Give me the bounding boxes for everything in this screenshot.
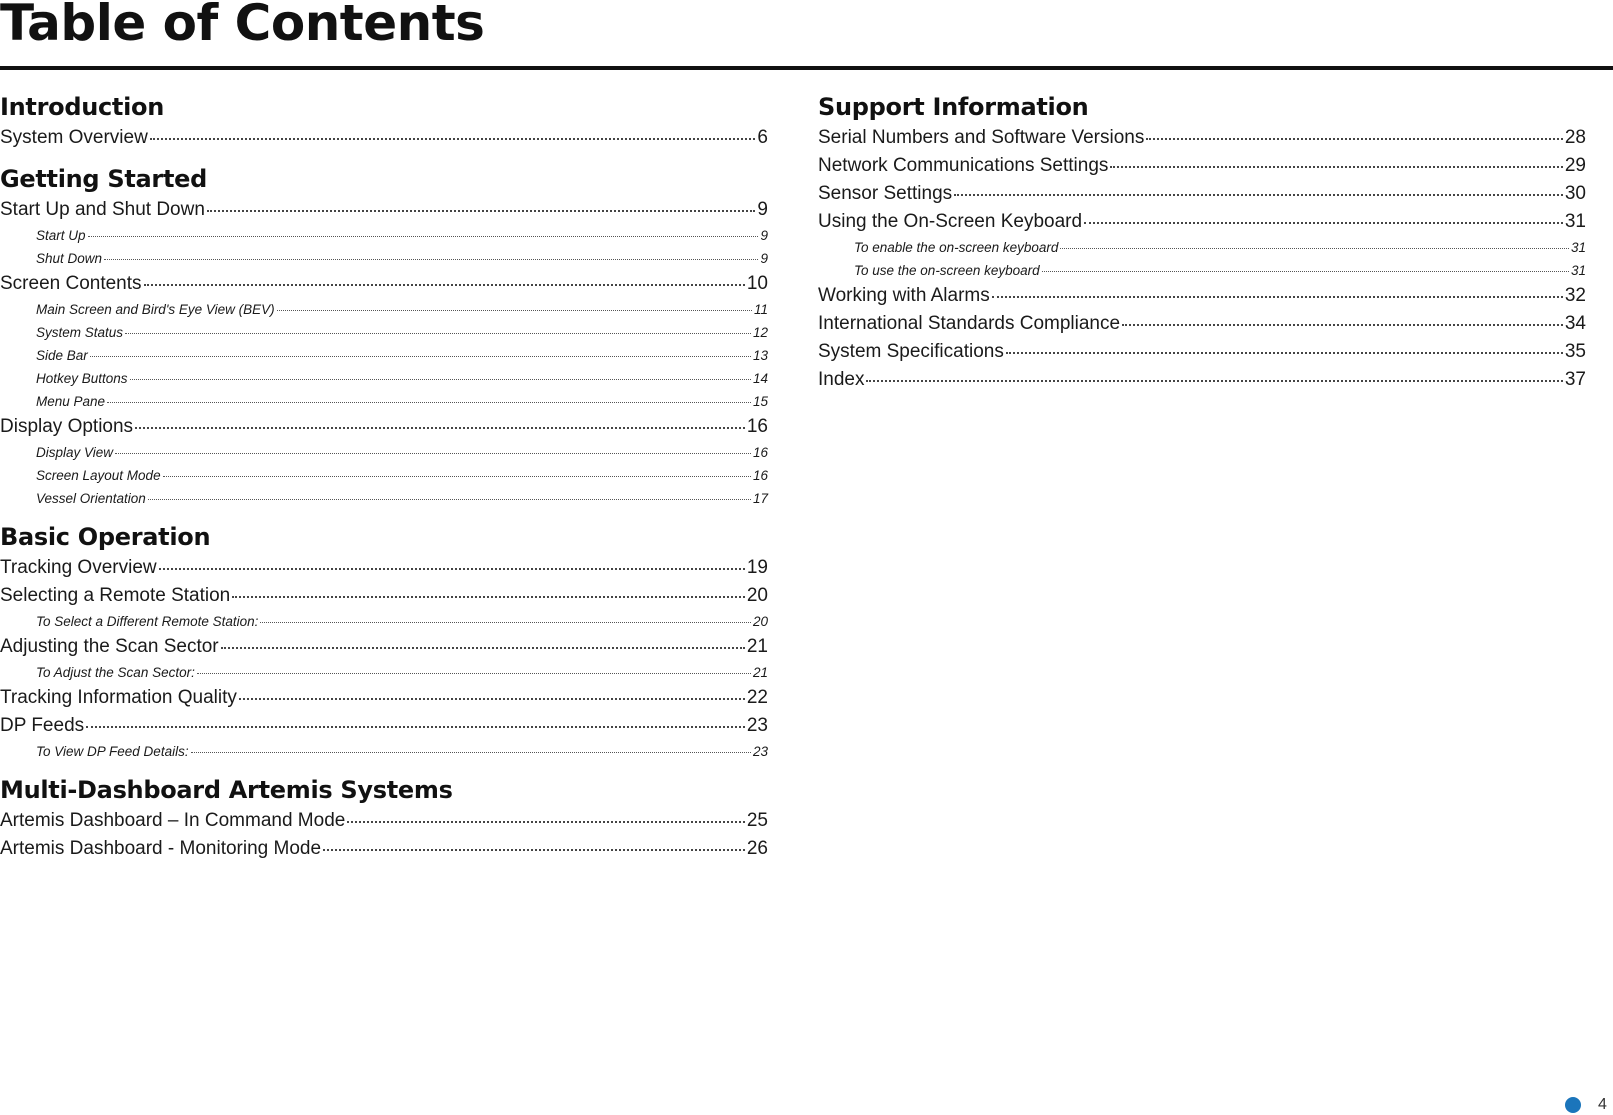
entry-label: To use the on-screen keyboard [854, 263, 1040, 278]
entry-label: Main Screen and Bird's Eye View (BEV) [36, 302, 275, 317]
toc-entry[interactable] [0, 270, 768, 298]
dot-leader [135, 427, 745, 429]
entry-page-number: 28 [1564, 127, 1586, 148]
page-number: 4 [1598, 1096, 1607, 1113]
section-heading: Support Information [818, 93, 1089, 121]
toc-entry[interactable] [818, 152, 1586, 180]
dot-leader [207, 210, 756, 212]
dot-leader [1084, 222, 1563, 224]
entry-page-number: 31 [1564, 211, 1586, 232]
entry-label: Screen Contents [0, 273, 142, 294]
toc-entry[interactable] [0, 807, 768, 835]
entry-label: International Standards Compliance [818, 313, 1121, 334]
entry-page-number: 17 [752, 491, 768, 506]
entry-page-number: 37 [1564, 369, 1586, 390]
toc-section [0, 164, 768, 510]
toc-entry[interactable] [818, 366, 1586, 394]
toc-subentry[interactable] [0, 367, 768, 390]
entry-page-number: 16 [752, 468, 768, 483]
entry-label: Adjusting the Scan Sector [0, 636, 219, 657]
dot-leader [150, 138, 756, 140]
toc-entry[interactable] [0, 582, 768, 610]
dot-leader [221, 647, 745, 649]
toc-entry[interactable] [0, 413, 768, 441]
toc-subentry[interactable] [0, 610, 768, 633]
toc-subentry[interactable] [0, 464, 768, 487]
entry-page-number: 16 [746, 416, 768, 437]
toc-subentry[interactable] [0, 390, 768, 413]
section-heading: Introduction [0, 93, 164, 121]
entry-page-number: 12 [752, 325, 768, 340]
entry-page-number: 35 [1564, 341, 1586, 362]
entry-page-number: 30 [1564, 183, 1586, 204]
page-title: Table of Contents [0, 0, 485, 52]
entry-label: Start Up and Shut Down [0, 199, 205, 220]
toc-section [0, 775, 768, 863]
dot-leader [159, 568, 745, 570]
dot-leader [130, 379, 751, 380]
dot-leader [323, 849, 745, 851]
toc-subentry[interactable] [0, 247, 768, 270]
dot-leader [866, 380, 1562, 382]
entry-label: To Adjust the Scan Sector: [36, 665, 195, 680]
entry-page-number: 20 [746, 585, 768, 606]
toc-subentry[interactable] [0, 224, 768, 247]
toc-column-left [0, 92, 768, 863]
dot-leader [239, 698, 745, 700]
entry-label: DP Feeds [0, 715, 85, 736]
entry-label: Start Up [36, 228, 86, 243]
toc-entry[interactable] [818, 282, 1586, 310]
entry-label: Menu Pane [36, 394, 106, 409]
title-rule [0, 66, 1613, 70]
entry-page-number: 20 [752, 614, 768, 629]
toc-subentry[interactable] [0, 740, 768, 763]
entry-page-number: 23 [752, 744, 768, 759]
entry-label: Display Options [0, 416, 134, 437]
dot-leader [148, 499, 751, 500]
toc-subentry[interactable] [0, 441, 768, 464]
entry-page-number: 15 [752, 394, 768, 409]
dot-leader [144, 284, 745, 286]
toc-section [818, 92, 1586, 394]
toc-entry[interactable] [818, 338, 1586, 366]
entry-page-number: 14 [752, 371, 768, 386]
entry-label: To View DP Feed Details: [36, 744, 189, 759]
toc-subentry[interactable] [818, 236, 1586, 259]
dot-leader [232, 596, 745, 598]
toc-entry[interactable] [0, 633, 768, 661]
dot-leader [115, 453, 751, 454]
dot-leader [104, 259, 758, 260]
entry-label: Using the On-Screen Keyboard [818, 211, 1083, 232]
entry-label: Index [818, 369, 865, 390]
entry-page-number: 13 [752, 348, 768, 363]
entry-label: Side Bar [36, 348, 88, 363]
dot-leader [1006, 352, 1563, 354]
entry-label: Serial Numbers and Software Versions [818, 127, 1145, 148]
entry-label: Network Communications Settings [818, 155, 1109, 176]
dot-leader [88, 236, 759, 237]
toc-section [0, 92, 768, 152]
entry-label: Selecting a Remote Station [0, 585, 231, 606]
entry-label: To enable the on-screen keyboard [854, 240, 1059, 255]
toc-section [0, 522, 768, 763]
entry-label: Display View [36, 445, 114, 460]
dot-leader [86, 726, 745, 728]
toc-entry[interactable] [818, 208, 1586, 236]
toc-entry[interactable] [818, 124, 1586, 152]
entry-page-number: 9 [760, 228, 768, 243]
entry-page-number: 26 [746, 838, 768, 859]
toc-subentry[interactable] [818, 259, 1586, 282]
dot-leader [1042, 271, 1569, 272]
entry-label: Artemis Dashboard – In Command Mode [0, 810, 346, 831]
dot-leader [1146, 138, 1563, 140]
entry-page-number: 31 [1570, 263, 1586, 278]
entry-page-number: 25 [746, 810, 768, 831]
toc-entry[interactable] [818, 180, 1586, 208]
entry-page-number: 19 [746, 557, 768, 578]
section-heading: Multi-Dashboard Artemis Systems [0, 776, 453, 804]
entry-page-number: 9 [760, 251, 768, 266]
entry-page-number: 6 [757, 127, 768, 148]
toc-entry[interactable] [0, 196, 768, 224]
toc-column-right [818, 92, 1586, 394]
toc-subentry[interactable] [0, 344, 768, 367]
entry-label: Tracking Information Quality [0, 687, 237, 708]
dot-leader [260, 622, 751, 623]
dot-leader [163, 476, 751, 477]
dot-leader [107, 402, 751, 403]
dot-leader [125, 333, 751, 334]
entry-page-number: 11 [753, 302, 768, 317]
entry-label: Artemis Dashboard - Monitoring Mode [0, 838, 322, 859]
entry-page-number: 9 [757, 199, 768, 220]
dot-leader [954, 194, 1563, 196]
dot-leader [277, 310, 752, 311]
entry-label: To Select a Different Remote Station: [36, 614, 259, 629]
entry-page-number: 32 [1564, 285, 1586, 306]
dot-leader [1122, 324, 1563, 326]
toc-subentry[interactable] [0, 321, 768, 344]
dot-leader [347, 821, 745, 823]
entry-label: Shut Down [36, 251, 103, 266]
toc-subentry[interactable] [0, 661, 768, 684]
entry-label: Working with Alarms [818, 285, 990, 306]
entry-label: System Overview [0, 127, 148, 148]
entry-label: System Specifications [818, 341, 1004, 362]
entry-label: System Status [36, 325, 124, 340]
toc-entry[interactable] [0, 835, 768, 863]
entry-page-number: 29 [1564, 155, 1586, 176]
entry-label: Sensor Settings [818, 183, 953, 204]
dot-leader [1060, 248, 1569, 249]
section-heading: Getting Started [0, 165, 207, 193]
entry-page-number: 31 [1570, 240, 1586, 255]
entry-label: Tracking Overview [0, 557, 157, 578]
dot-leader [197, 673, 751, 674]
entry-label: Hotkey Buttons [36, 371, 128, 386]
entry-page-number: 21 [752, 665, 768, 680]
entry-page-number: 16 [752, 445, 768, 460]
page-marker-dot [1565, 1097, 1581, 1113]
dot-leader [992, 296, 1563, 298]
entry-label: Vessel Orientation [36, 491, 146, 506]
dot-leader [90, 356, 751, 357]
toc-entry[interactable] [0, 712, 768, 740]
dot-leader [1110, 166, 1562, 168]
entry-page-number: 23 [746, 715, 768, 736]
entry-page-number: 21 [746, 636, 768, 657]
toc-subentry[interactable] [0, 298, 768, 321]
entry-page-number: 34 [1564, 313, 1586, 334]
toc-entry[interactable] [0, 684, 768, 712]
toc-entry[interactable] [818, 310, 1586, 338]
entry-page-number: 10 [746, 273, 768, 294]
toc-subentry[interactable] [0, 487, 768, 510]
toc-entry[interactable] [0, 124, 768, 152]
section-heading: Basic Operation [0, 523, 211, 551]
dot-leader [191, 752, 751, 753]
entry-page-number: 22 [746, 687, 768, 708]
toc-entry[interactable] [0, 554, 768, 582]
entry-label: Screen Layout Mode [36, 468, 161, 483]
